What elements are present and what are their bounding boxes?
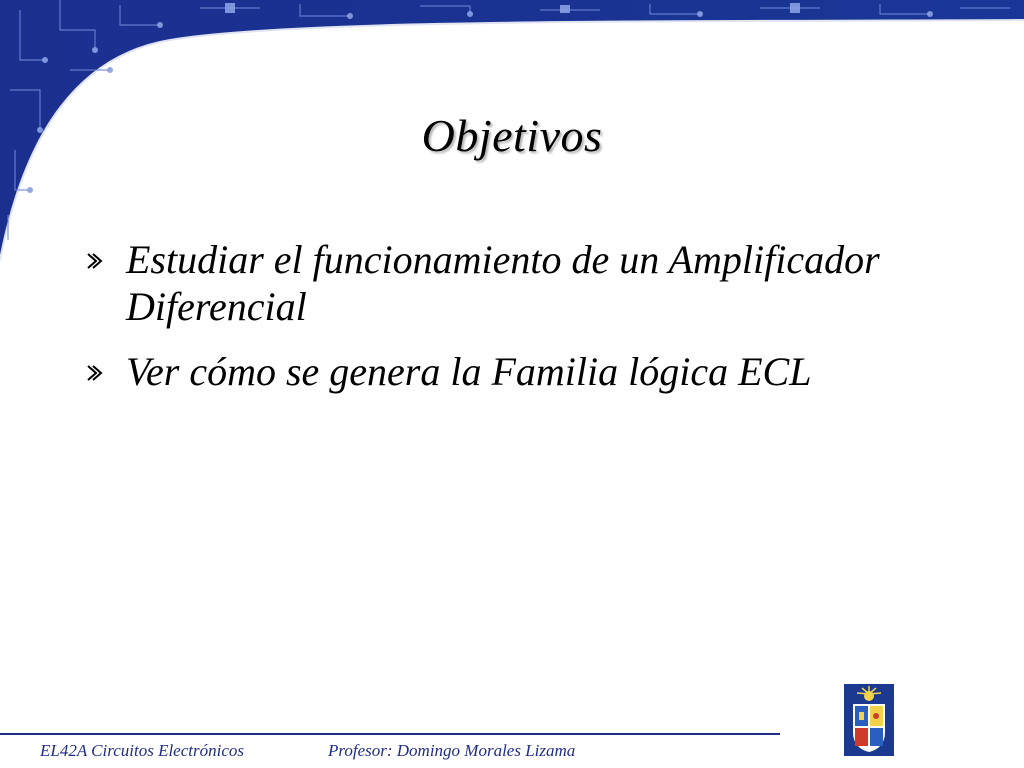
chevron-arrow-icon <box>86 365 104 381</box>
bullet-text: Estudiar el funcionamiento de un Amplificador Diferencial <box>126 237 880 329</box>
university-logo <box>844 684 894 756</box>
bullet-item <box>86 236 966 330</box>
footer-course-name: EL42A Circuitos Electrónicos <box>40 741 244 760</box>
bullet-item <box>86 348 966 395</box>
bullet-text: Ver cómo se genera la Familia lógica ECL <box>126 349 812 394</box>
footer-divider <box>0 733 780 735</box>
footer-professor: Profesor: Domingo Morales Lizama <box>328 741 576 760</box>
bullet-list <box>86 236 966 413</box>
chevron-arrow-icon <box>86 253 104 269</box>
slide-title: Objetivos <box>421 110 603 161</box>
